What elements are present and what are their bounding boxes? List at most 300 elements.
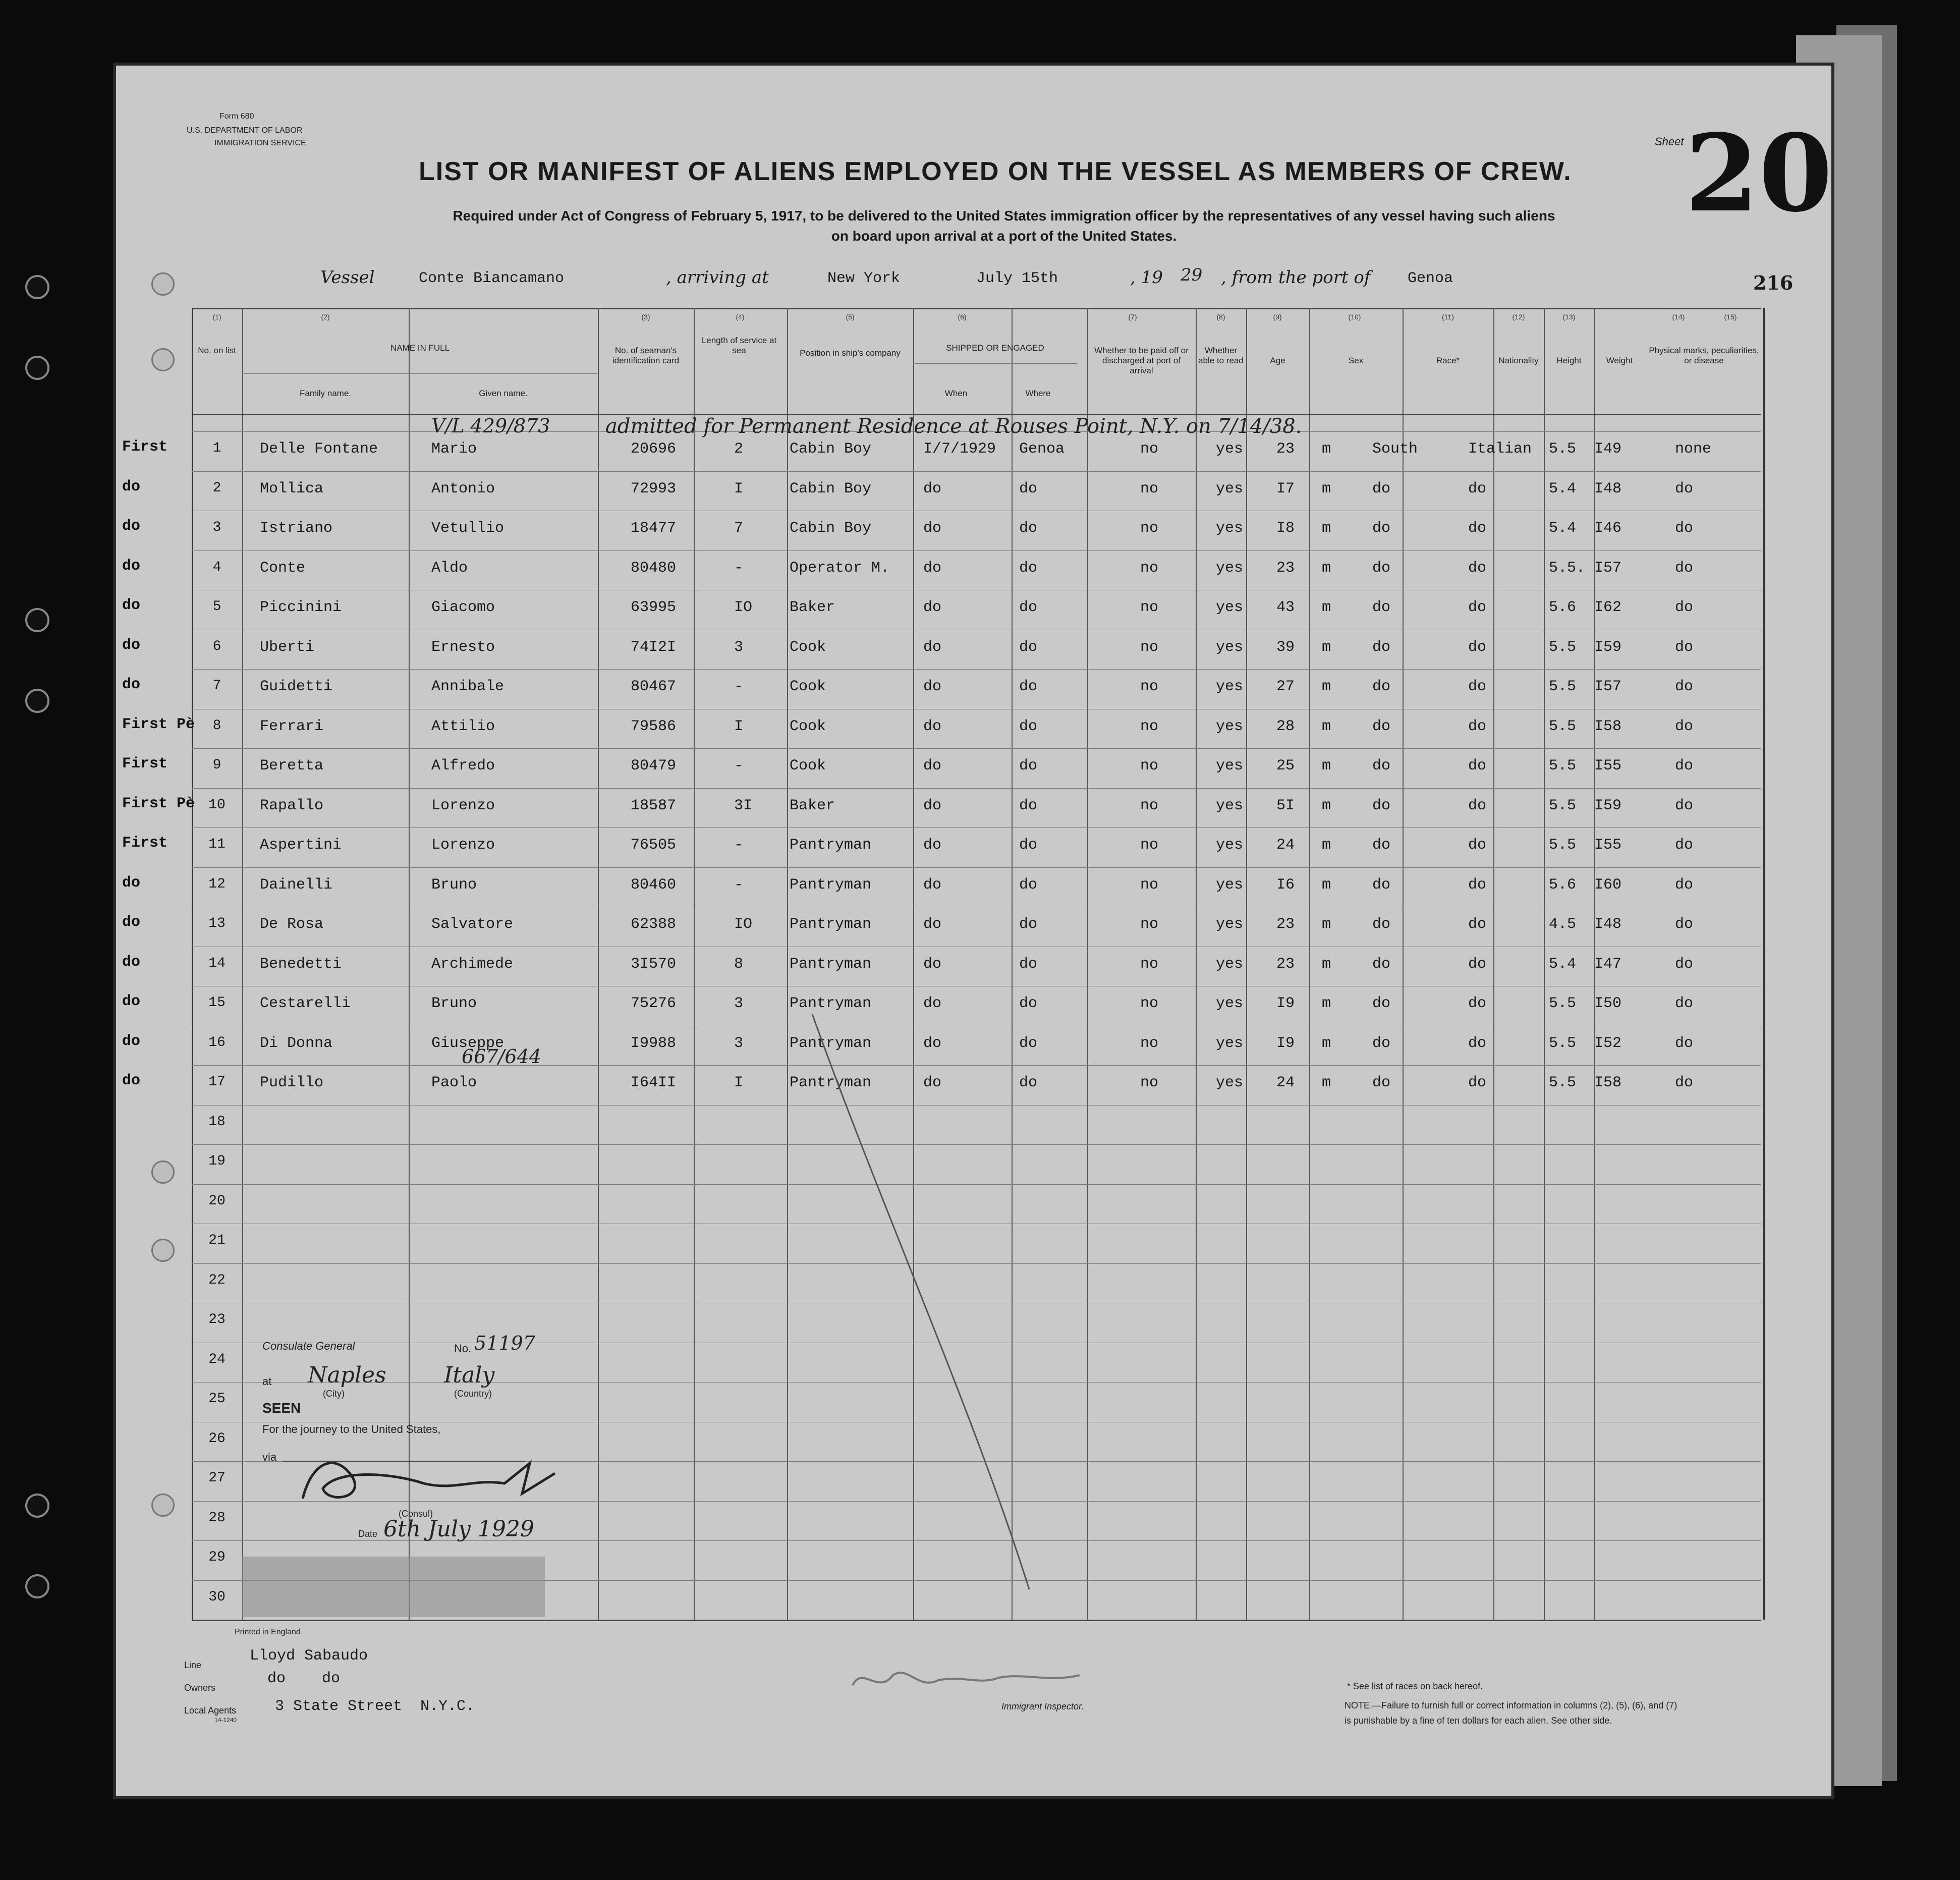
cell-marks: do	[1675, 1074, 1694, 1091]
cell-marks: do	[1675, 1034, 1694, 1052]
arriving-port: New York	[827, 270, 901, 287]
cell-read: yes	[1216, 678, 1244, 695]
cell-family: Mollica	[260, 480, 324, 497]
annotation-admitted: admitted for Permanent Residence at Rouses Point, N.Y. on 7/14/38.	[605, 415, 1302, 438]
cell-card: 3I570	[631, 955, 677, 973]
binder-hole	[25, 1494, 49, 1518]
cell-read: yes	[1216, 480, 1244, 497]
cell-weight: I57	[1594, 559, 1622, 577]
cell-read: yes	[1216, 638, 1244, 656]
cell-height: 5.4	[1549, 520, 1577, 537]
cell-marks: do	[1675, 837, 1694, 854]
cell-card: 62388	[631, 916, 677, 933]
row-rule	[192, 550, 1761, 551]
cell-position: Cabin Boy	[790, 440, 872, 458]
cell-when: do	[923, 678, 942, 695]
row-number: 4	[212, 559, 221, 575]
column-number: (8)	[1216, 313, 1225, 321]
cell-position: Baker	[790, 599, 835, 616]
cell-paid: no	[1140, 797, 1159, 814]
owners-label: Owners	[184, 1683, 216, 1693]
column-rule	[787, 308, 788, 1620]
row-number: 9	[212, 757, 221, 773]
consul-title-label: (Consul)	[399, 1509, 433, 1519]
consul-country: Italy	[444, 1362, 495, 1388]
cell-nationality: Italian	[1468, 440, 1532, 458]
cell-age: I6	[1276, 876, 1295, 894]
cell-paid: no	[1140, 955, 1159, 973]
cell-weight: I52	[1594, 1034, 1622, 1052]
cell-read: yes	[1216, 916, 1244, 933]
agents-label: Local Agents	[184, 1705, 237, 1716]
cell-service: 3	[734, 638, 744, 656]
row-number: 8	[212, 717, 221, 734]
cell-position: Cook	[790, 757, 826, 775]
cell-race: do	[1372, 757, 1391, 775]
cell-card: 80467	[631, 678, 677, 695]
cell-marks: do	[1675, 876, 1694, 894]
margin-class-note: First Pè	[122, 795, 195, 812]
punch-hole	[151, 272, 175, 296]
country-label: (Country)	[454, 1389, 492, 1399]
row-number: 16	[208, 1034, 226, 1050]
consulate-label: Consulate General	[262, 1340, 355, 1352]
cell-given: Attilio	[431, 717, 495, 735]
cell-sex: m	[1322, 678, 1331, 695]
cell-race: do	[1372, 876, 1391, 894]
cell-age: 23	[1276, 955, 1295, 973]
cell-race: do	[1372, 916, 1391, 933]
seen-label: SEEN	[262, 1400, 301, 1416]
cell-race: do	[1372, 638, 1391, 656]
cell-nationality: do	[1468, 717, 1487, 735]
table-top-rule	[192, 308, 1761, 309]
cell-marks: do	[1675, 717, 1694, 735]
header-race: Race*	[1436, 356, 1460, 365]
cell-family: Delle Fontane	[260, 440, 378, 458]
sheet-label: Sheet	[1655, 135, 1684, 148]
header-when: When	[944, 389, 968, 398]
cell-nationality: do	[1468, 1074, 1487, 1091]
column-number: (7)	[1128, 313, 1137, 321]
cell-where: do	[1019, 638, 1038, 656]
cell-given: Alfredo	[431, 757, 495, 775]
requirement-line-2: on board upon arrival at a port of the United States.	[831, 228, 1177, 244]
cell-service: 3	[734, 995, 744, 1012]
cell-paid: no	[1140, 757, 1159, 775]
column-number: (12)	[1512, 313, 1525, 321]
cell-weight: I48	[1594, 916, 1622, 933]
cell-family: Conte	[260, 559, 306, 577]
cell-nationality: do	[1468, 480, 1487, 497]
inspector-signature	[848, 1660, 1090, 1700]
cell-marks: do	[1675, 995, 1694, 1012]
cell-paid: no	[1140, 559, 1159, 577]
annotation-row17: 667/644	[462, 1045, 541, 1068]
margin-class-note: do	[122, 993, 141, 1010]
cell-service: 7	[734, 520, 744, 537]
cell-service: 8	[734, 955, 744, 973]
header-height: Height	[1556, 356, 1582, 365]
requirement-line-1: Required under Act of Congress of February 5, 1917, to be delivered to the United States immigration officer by the representatives of any vessel having such aliens	[453, 208, 1555, 224]
cell-family: Uberti	[260, 638, 315, 656]
row-rule	[192, 827, 1761, 828]
margin-class-note: First	[122, 835, 168, 852]
cell-height: 5.5	[1549, 797, 1577, 814]
cell-weight: I57	[1594, 678, 1622, 695]
cell-race: South	[1372, 440, 1418, 458]
cell-family: Beretta	[260, 757, 324, 775]
cell-given: Giacomo	[431, 599, 495, 616]
margin-class-note: do	[122, 914, 141, 931]
cell-paid: no	[1140, 678, 1159, 695]
cell-where: Genoa	[1019, 440, 1065, 458]
margin-class-note: do	[122, 676, 141, 693]
column-rule	[1763, 308, 1765, 1620]
requirement-text	[348, 206, 1660, 246]
cell-family: Guidetti	[260, 678, 333, 695]
cell-card: 63995	[631, 599, 677, 616]
binder-hole	[25, 689, 49, 713]
cell-sex: m	[1322, 757, 1331, 775]
cell-service: I	[734, 1074, 744, 1091]
header-age: Age	[1270, 356, 1285, 365]
punch-hole	[151, 1494, 175, 1517]
cell-age: 23	[1276, 440, 1295, 458]
margin-class-note: do	[122, 636, 141, 654]
stamp-smudge	[242, 1557, 545, 1617]
cell-sex: m	[1322, 876, 1331, 894]
cell-given: Antonio	[431, 480, 495, 497]
cell-where: do	[1019, 717, 1038, 735]
cell-where: do	[1019, 995, 1038, 1012]
header-physical-marks: Physical marks, peculiarities, or disease	[1649, 346, 1759, 365]
margin-class-note: do	[122, 518, 141, 535]
cell-age: I9	[1276, 995, 1295, 1012]
line-label: Line	[184, 1660, 202, 1670]
cell-service: I	[734, 717, 744, 735]
row-number: 18	[208, 1114, 226, 1130]
cell-read: yes	[1216, 717, 1244, 735]
cell-service: 2	[734, 440, 744, 458]
cell-paid: no	[1140, 599, 1159, 616]
row-number: 11	[208, 837, 226, 852]
row-number: 28	[208, 1510, 226, 1526]
cell-sex: m	[1322, 837, 1331, 854]
cell-paid: no	[1140, 1034, 1159, 1052]
margin-class-note: do	[122, 874, 141, 892]
cell-where: do	[1019, 797, 1038, 814]
from-port-label: , from the port of	[1221, 267, 1371, 288]
row-number: 7	[212, 678, 221, 694]
cell-marks: do	[1675, 678, 1694, 695]
cell-weight: I55	[1594, 757, 1622, 775]
column-rule	[242, 308, 243, 1620]
cell-nationality: do	[1468, 797, 1487, 814]
column-rule	[598, 308, 599, 1620]
margin-class-note: do	[122, 597, 141, 614]
printed-label: Printed in England	[235, 1628, 301, 1636]
row-rule	[192, 867, 1761, 868]
column-number: (13)	[1562, 313, 1576, 321]
cell-age: 24	[1276, 837, 1295, 854]
header-able-read: Whether able to read	[1198, 346, 1244, 365]
column-number: (2)	[321, 313, 330, 321]
cell-family: Dainelli	[260, 876, 333, 894]
cell-read: yes	[1216, 1034, 1244, 1052]
cell-marks: do	[1675, 916, 1694, 933]
cell-given: Salvatore	[431, 916, 514, 933]
cell-service: -	[734, 876, 744, 894]
cell-service: -	[734, 559, 744, 577]
cell-service: I	[734, 480, 744, 497]
row-number: 26	[208, 1430, 226, 1447]
column-rule	[1087, 308, 1088, 1620]
row-number: 23	[208, 1312, 226, 1328]
city-label: (City)	[323, 1389, 345, 1399]
cell-given: Vetullio	[431, 520, 505, 537]
fine-note-2: is punishable by a fine of ten dollars for each alien. See other side.	[1345, 1716, 1612, 1726]
cell-when: do	[923, 876, 942, 894]
cell-sex: m	[1322, 1034, 1331, 1052]
cell-sex: m	[1322, 638, 1331, 656]
margin-class-note: do	[122, 1072, 141, 1089]
cell-nationality: do	[1468, 916, 1487, 933]
cell-when: do	[923, 955, 942, 973]
row-number: 13	[208, 916, 226, 931]
cell-service: IO	[734, 599, 753, 616]
cell-race: do	[1372, 1034, 1391, 1052]
cell-where: do	[1019, 876, 1038, 894]
cell-height: 5.5	[1549, 638, 1577, 656]
line-value: Lloyd Sabaudo	[250, 1647, 368, 1665]
cell-when: do	[923, 638, 942, 656]
cell-race: do	[1372, 599, 1391, 616]
cell-card: 75276	[631, 995, 677, 1012]
cell-weight: I49	[1594, 440, 1622, 458]
row-number: 21	[208, 1233, 226, 1248]
cell-nationality: do	[1468, 1034, 1487, 1052]
cell-paid: no	[1140, 480, 1159, 497]
row-number: 25	[208, 1391, 226, 1407]
column-rule	[1246, 308, 1247, 1620]
row-rule	[192, 748, 1761, 749]
cell-family: Piccinini	[260, 599, 342, 616]
cell-given: Archimede	[431, 955, 514, 973]
margin-class-note: First	[122, 438, 168, 456]
cell-given: Bruno	[431, 876, 477, 894]
from-port: Genoa	[1408, 270, 1453, 287]
cell-height: 4.5	[1549, 916, 1577, 933]
cell-family: Pudillo	[260, 1074, 324, 1091]
cell-weight: I59	[1594, 797, 1622, 814]
cell-when: do	[923, 797, 942, 814]
column-rule	[1544, 308, 1545, 1620]
header-position: Position in ship's company	[800, 348, 901, 358]
cell-age: 25	[1276, 757, 1295, 775]
cell-service: -	[734, 837, 744, 854]
row-number: 20	[208, 1193, 226, 1209]
consul-date: 6th July 1929	[383, 1516, 534, 1542]
cell-read: yes	[1216, 797, 1244, 814]
cell-position: Operator M.	[790, 559, 890, 577]
cell-family: Cestarelli	[260, 995, 351, 1012]
annotation-visa: V/L 429/873	[431, 415, 550, 437]
cell-height: 5.5	[1549, 1074, 1577, 1091]
cell-where: do	[1019, 678, 1038, 695]
cell-race: do	[1372, 520, 1391, 537]
cell-where: do	[1019, 559, 1038, 577]
cell-service: 3I	[734, 797, 753, 814]
margin-class-note: do	[122, 557, 141, 575]
cell-age: 23	[1276, 559, 1295, 577]
cell-card: 79586	[631, 717, 677, 735]
column-number: (11)	[1442, 313, 1454, 321]
cell-where: do	[1019, 837, 1038, 854]
cell-given: Giuseppe	[431, 1034, 505, 1052]
cell-nationality: do	[1468, 995, 1487, 1012]
cell-marks: none	[1675, 440, 1712, 458]
cell-weight: I60	[1594, 876, 1622, 894]
cell-marks: do	[1675, 559, 1694, 577]
cell-sex: m	[1322, 440, 1331, 458]
cell-nationality: do	[1468, 757, 1487, 775]
cell-sex: m	[1322, 599, 1331, 616]
cell-height: 5.4	[1549, 480, 1577, 497]
cell-race: do	[1372, 480, 1391, 497]
vessel-label: Vessel	[320, 267, 375, 288]
column-rule	[192, 308, 193, 1620]
cell-when: do	[923, 599, 942, 616]
cell-when: do	[923, 1074, 942, 1091]
races-note: * See list of races on back hereof.	[1347, 1681, 1483, 1691]
cell-paid: no	[1140, 916, 1159, 933]
cell-card: 80479	[631, 757, 677, 775]
cell-race: do	[1372, 837, 1391, 854]
column-number: (4)	[736, 313, 745, 321]
cell-paid: no	[1140, 440, 1159, 458]
via-label: via	[262, 1451, 277, 1463]
cell-position: Cook	[790, 678, 826, 695]
column-rule	[694, 308, 695, 1620]
binder-hole	[25, 1574, 49, 1598]
cell-paid: no	[1140, 1074, 1159, 1091]
cell-family: Istriano	[260, 520, 333, 537]
cell-nationality: do	[1468, 559, 1487, 577]
header-paid-off: Whether to be paid off or discharged at port of arrival	[1094, 346, 1189, 375]
cell-age: I8	[1276, 520, 1295, 537]
cell-age: 23	[1276, 916, 1295, 933]
cell-sex: m	[1322, 520, 1331, 537]
consul-number-label: No.	[454, 1342, 472, 1355]
cell-age: 39	[1276, 638, 1295, 656]
header-sex: Sex	[1348, 356, 1364, 365]
column-number: (1)	[212, 313, 221, 321]
cell-read: yes	[1216, 955, 1244, 973]
cell-race: do	[1372, 678, 1391, 695]
cell-height: 5.5	[1549, 1034, 1577, 1052]
cell-marks: do	[1675, 480, 1694, 497]
cell-weight: I58	[1594, 717, 1622, 735]
cell-sex: m	[1322, 1074, 1331, 1091]
cell-card: 20696	[631, 440, 677, 458]
cell-height: 5.6	[1549, 876, 1577, 894]
cell-position: Pantryman	[790, 916, 872, 933]
margin-class-note: do	[122, 953, 141, 971]
column-number: (10)	[1348, 313, 1361, 321]
cell-read: yes	[1216, 559, 1244, 577]
header-name-in-full: NAME IN FULL	[390, 343, 450, 353]
cell-family: De Rosa	[260, 916, 324, 933]
row-number: 15	[208, 995, 226, 1011]
cell-where: do	[1019, 916, 1038, 933]
cell-position: Pantryman	[790, 955, 872, 973]
punch-hole	[151, 1160, 175, 1184]
cell-height: 5.5	[1549, 995, 1577, 1012]
header-length-service: Length of service at sea	[701, 336, 777, 355]
arriving-label: , arriving at	[666, 267, 769, 288]
page-number: 216	[1753, 271, 1794, 294]
cell-card: 74I2I	[631, 638, 677, 656]
sheet-number: 20	[1685, 111, 1833, 236]
year-value: 29	[1181, 265, 1203, 285]
cell-weight: I58	[1594, 1074, 1622, 1091]
cell-service: -	[734, 757, 744, 775]
cell-read: yes	[1216, 599, 1244, 616]
cell-position: Pantryman	[790, 876, 872, 894]
cell-weight: I62	[1594, 599, 1622, 616]
cell-given: Lorenzo	[431, 797, 495, 814]
year-prefix: , 19	[1130, 267, 1163, 288]
cell-when: I/7/1929	[923, 440, 996, 458]
cell-card: 72993	[631, 480, 677, 497]
cell-nationality: do	[1468, 876, 1487, 894]
cell-nationality: do	[1468, 638, 1487, 656]
column-rule	[1493, 308, 1494, 1620]
service-label: IMMIGRATION SERVICE	[214, 139, 306, 147]
cell-paid: no	[1140, 638, 1159, 656]
cell-card: 76505	[631, 837, 677, 854]
cell-where: do	[1019, 520, 1038, 537]
cell-nationality: do	[1468, 678, 1487, 695]
column-number: (9)	[1273, 313, 1282, 321]
fine-note-1: NOTE.—Failure to furnish full or correct information in columns (2), (5), (6), and (7)	[1345, 1700, 1677, 1710]
cell-where: do	[1019, 480, 1038, 497]
binder-hole	[25, 275, 49, 299]
cell-weight: I46	[1594, 520, 1622, 537]
column-number: (15)	[1724, 313, 1737, 321]
cell-marks: do	[1675, 797, 1694, 814]
cell-card: 18477	[631, 520, 677, 537]
cell-position: Cabin Boy	[790, 480, 872, 497]
cell-paid: no	[1140, 995, 1159, 1012]
cell-read: yes	[1216, 520, 1244, 537]
row-number: 14	[208, 955, 226, 971]
row-number: 12	[208, 876, 226, 892]
vessel-name: Conte Biancamano	[419, 270, 565, 287]
cell-race: do	[1372, 797, 1391, 814]
cell-position: Cook	[790, 717, 826, 735]
cell-sex: m	[1322, 480, 1331, 497]
form-number: Form 680	[219, 112, 254, 121]
cell-age: 5I	[1276, 797, 1295, 814]
consul-number: 51197	[474, 1332, 535, 1354]
header-family-name: Family name.	[299, 389, 352, 398]
column-rule	[1309, 308, 1310, 1620]
cell-age: 27	[1276, 678, 1295, 695]
cell-position: Pantryman	[790, 1034, 872, 1052]
row-number: 22	[208, 1272, 226, 1288]
